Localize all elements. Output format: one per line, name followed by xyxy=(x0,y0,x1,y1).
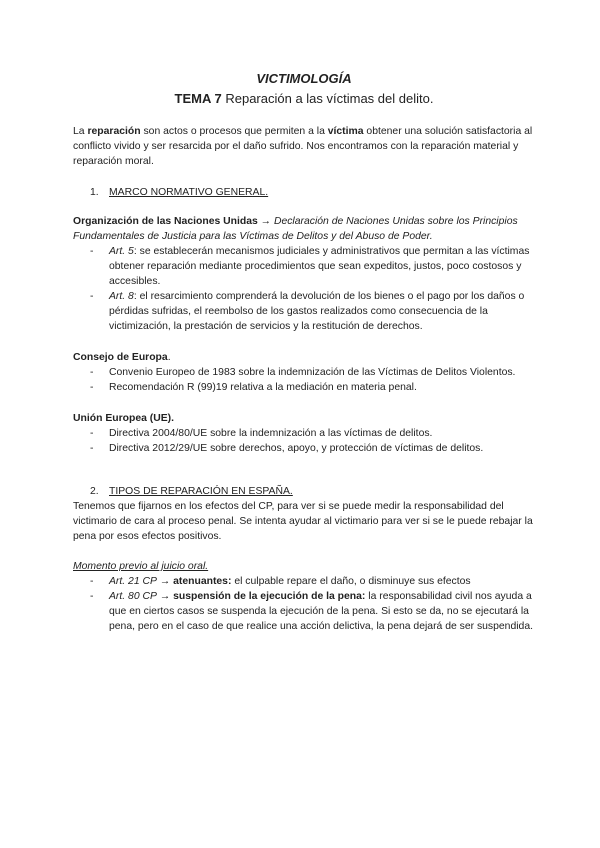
onu-label: Organización de las Naciones Unidas xyxy=(73,216,258,227)
list-item xyxy=(73,380,535,395)
article-ref: Art. 8 xyxy=(109,291,134,302)
onu-arrow: → xyxy=(257,216,274,227)
ue-list xyxy=(73,426,535,456)
list-item-text: Recomendación R (99)19 relativa a la mediación en materia penal. xyxy=(109,382,417,393)
list-item-text: la responsabilidad civil nos ayuda a que en ciertos casos se suspenda la ejecución de la pena. Si esto se da, no se ejecutará la pena, pero en el caso de que realice una acción delictiva, la pena dejará de ser suspendida. xyxy=(109,591,533,632)
onu-block xyxy=(73,214,535,334)
subtitle-topic-name: Reparación a las víctimas del delito. xyxy=(221,91,434,106)
list-item xyxy=(73,289,535,334)
list-item-text: : se establecerán mecanismos judiciales y administrativos que permitan a las víctimas obtener reparación mediante procedimientos que sean expeditos, justos, poco costosos y accesibles. xyxy=(109,246,530,287)
list-item-text: el culpable repare el daño, o disminuye sus efectos xyxy=(231,576,471,587)
intro-text-3: obtener una solución satisfactoria al conflicto vivido y ser resarcida por el daño sufrido. Nos encontramos con la reparación material y reparación moral. xyxy=(73,126,533,167)
list-dash: - xyxy=(90,443,94,454)
section-2-title: TIPOS DE REPARACIÓN EN ESPAÑA. xyxy=(109,486,293,497)
list-dash: - xyxy=(90,382,94,393)
section-1-heading xyxy=(73,185,535,200)
article-ref: Art. 21 CP xyxy=(109,576,157,587)
onu-declaration: Declaración de Naciones Unidas sobre los Principios Fundamentales de Justicia para las Víctimas de Delitos y del Abuso de Poder. xyxy=(73,216,518,242)
coe-heading xyxy=(73,350,535,365)
list-item xyxy=(73,589,535,634)
list-dash: - xyxy=(90,291,94,302)
list-item-text: : el resarcimiento comprenderá la devolución de los bienes o el pago por los daños o pérdidas sufridas, el reembolso de los gastos realizados como consecuencia de la victimización, la prestación de servicios y la restitución de derechos. xyxy=(109,291,525,332)
onu-heading xyxy=(73,214,535,244)
list-item-term: atenuantes: xyxy=(173,576,232,587)
intro-text-2: son actos o procesos que permiten a la xyxy=(140,126,328,137)
list-item-text: Directiva 2012/29/UE sobre derechos, apoyo, y protección de víctimas de delitos. xyxy=(109,443,484,454)
list-item xyxy=(73,365,535,380)
list-dash: - xyxy=(90,428,94,439)
moment-subheading: Momento previo al juicio oral. xyxy=(73,561,209,572)
subtitle-topic-number: TEMA 7 xyxy=(174,91,222,106)
list-item xyxy=(73,426,535,441)
onu-list xyxy=(73,244,535,334)
section-1-title: MARCO NORMATIVO GENERAL. xyxy=(109,187,269,198)
ue-block xyxy=(73,411,535,456)
intro-term-victima: víctima xyxy=(327,126,364,137)
intro-term-reparacion: reparación xyxy=(87,126,141,137)
coe-list xyxy=(73,365,535,395)
article-ref: Art. 80 CP xyxy=(109,591,157,602)
arrow: → xyxy=(156,576,174,587)
list-item xyxy=(73,574,535,589)
arrow: → xyxy=(156,591,174,602)
list-item-text: Directiva 2004/80/UE sobre la indemnización a las víctimas de delitos. xyxy=(109,428,433,439)
list-item xyxy=(73,244,535,289)
document-subtitle xyxy=(73,90,535,108)
list-dash: - xyxy=(90,591,94,602)
list-item-term: suspensión de la ejecución de la pena: xyxy=(173,591,366,602)
list-item xyxy=(73,441,535,456)
ue-heading: Unión Europea (UE). xyxy=(73,413,175,424)
coe-period: . xyxy=(167,352,171,363)
intro-text-1: La xyxy=(73,126,88,137)
coe-label: Consejo de Europa xyxy=(73,352,168,363)
section-2-number: 2. xyxy=(90,486,99,497)
coe-block xyxy=(73,350,535,395)
section-2-heading xyxy=(73,484,535,499)
intro-paragraph xyxy=(73,124,535,169)
list-item-text: Convenio Europeo de 1983 sobre la indemnización de las Víctimas de Delitos Violentos. xyxy=(109,367,516,378)
moment-list xyxy=(73,574,535,634)
section-2-paragraph: Tenemos que fijarnos en los efectos del CP, para ver si se puede medir la responsabilidad del victimario de cara al proceso penal. Se intenta ayudar al victimario para ver si se le puede rebajar la pena por esos efectos positivos. xyxy=(73,501,533,542)
document-content xyxy=(73,70,535,634)
article-ref: Art. 5 xyxy=(109,246,134,257)
list-dash: - xyxy=(90,576,94,587)
document-title: VICTIMOLOGÍA xyxy=(256,71,352,86)
list-dash: - xyxy=(90,246,94,257)
list-dash: - xyxy=(90,367,94,378)
section-1-number: 1. xyxy=(90,187,99,198)
